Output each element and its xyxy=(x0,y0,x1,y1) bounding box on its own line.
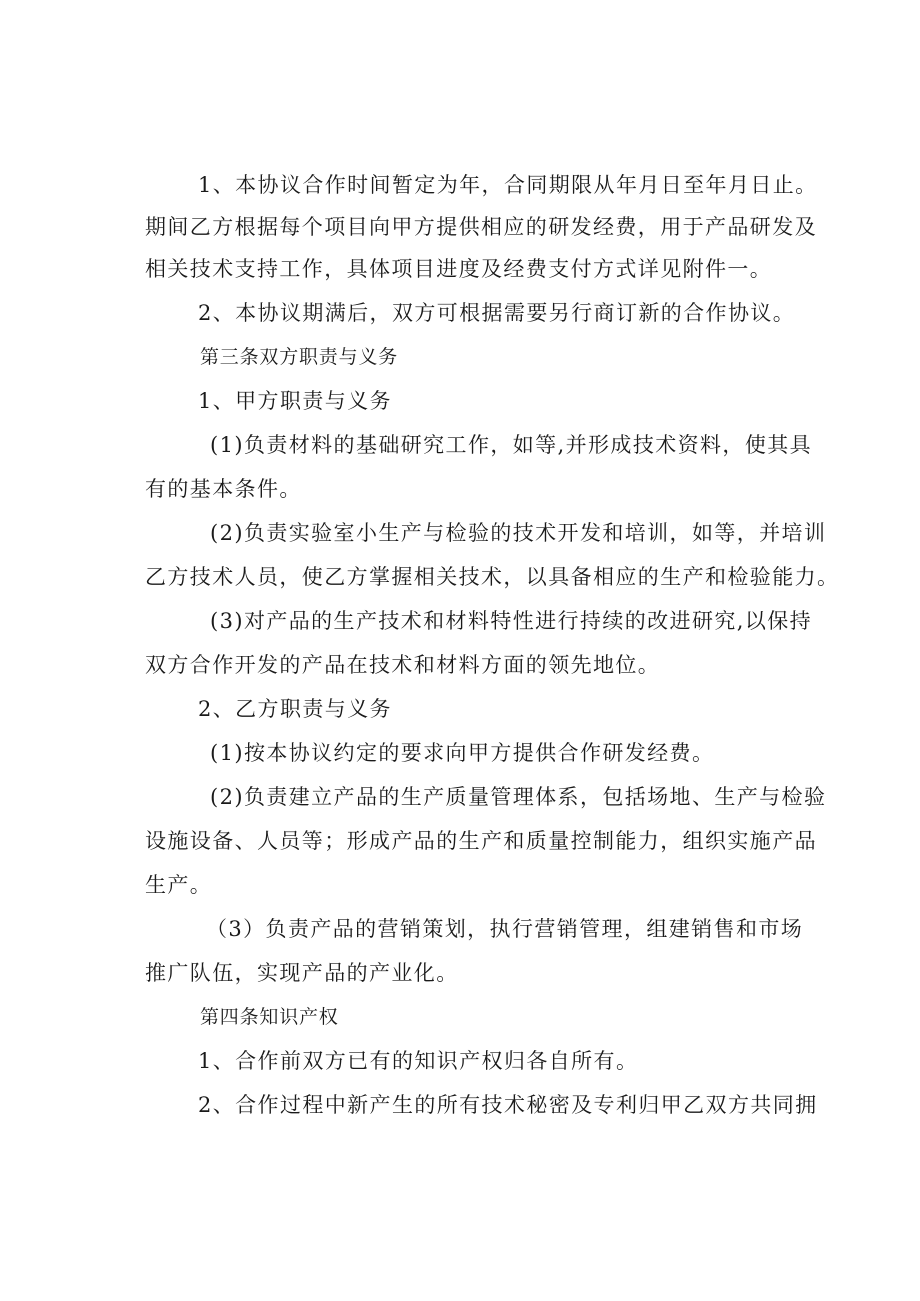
party-a-item-1-line-2: 有的基本条件。 xyxy=(145,477,302,501)
paragraph-term-2: 2、本协议期满后，双方可根据需要另行商订新的合作协议。 xyxy=(198,301,796,325)
party-b-item-2-line-2: 设施设备、人员等；形成产品的生产和质量控制能力，组织实施产品 xyxy=(145,829,817,853)
ip-term-2-line-1: 2、合作过程中新产生的所有技术秘密及专利归甲乙双方共同拥 xyxy=(198,1093,818,1117)
section-heading-article-4: 第四条知识产权 xyxy=(200,1006,339,1028)
paragraph-term-1-line-2: 期间乙方根据每个项目向甲方提供相应的研发经费，用于产品研发及 xyxy=(145,215,817,239)
party-b-item-3-line-1: （3）负责产品的营销策划，执行营销管理，组建销售和市场 xyxy=(206,917,804,941)
party-a-item-3-line-1: (3)对产品的生产技术和材料特性进行持续的改进研究,以保持 xyxy=(210,609,813,633)
section-heading-article-3: 第三条双方职责与义务 xyxy=(200,346,399,368)
party-b-item-3-line-2: 推广队伍，实现产品的产业化。 xyxy=(145,961,459,985)
party-a-item-1-line-1: (1)负责材料的基础研究工作，如等,并形成技术资料，使其具 xyxy=(210,433,813,457)
ip-term-1: 1、合作前双方已有的知识产权归各自所有。 xyxy=(198,1049,639,1073)
party-a-item-2-line-1: (2)负责实验室小生产与检验的技术开发和培训，如等，并培训 xyxy=(210,521,827,545)
party-b-item-2-line-1: (2)负责建立产品的生产质量管理体系，包括场地、生产与检验 xyxy=(210,785,827,809)
party-a-item-3-line-2: 双方合作开发的产品在技术和材料方面的领先地位。 xyxy=(145,653,661,677)
paragraph-term-1-line-3: 相关技术支持工作，具体项目进度及经费支付方式详见附件一。 xyxy=(145,257,773,281)
party-b-item-2-line-3: 生产。 xyxy=(145,873,213,897)
subheading-party-a-duties: 1、甲方职责与义务 xyxy=(198,389,392,413)
party-b-item-1: (1)按本协议约定的要求向甲方提供合作研发经费。 xyxy=(210,741,715,765)
party-a-item-2-line-2: 乙方技术人员，使乙方掌握相关技术，以具备相应的生产和检验能力。 xyxy=(145,565,840,589)
paragraph-term-1-line-1: 1、本协议合作时间暂定为年，合同期限从年月日至年月日止。 xyxy=(198,173,818,197)
subheading-party-b-duties: 2、乙方职责与义务 xyxy=(198,697,392,721)
